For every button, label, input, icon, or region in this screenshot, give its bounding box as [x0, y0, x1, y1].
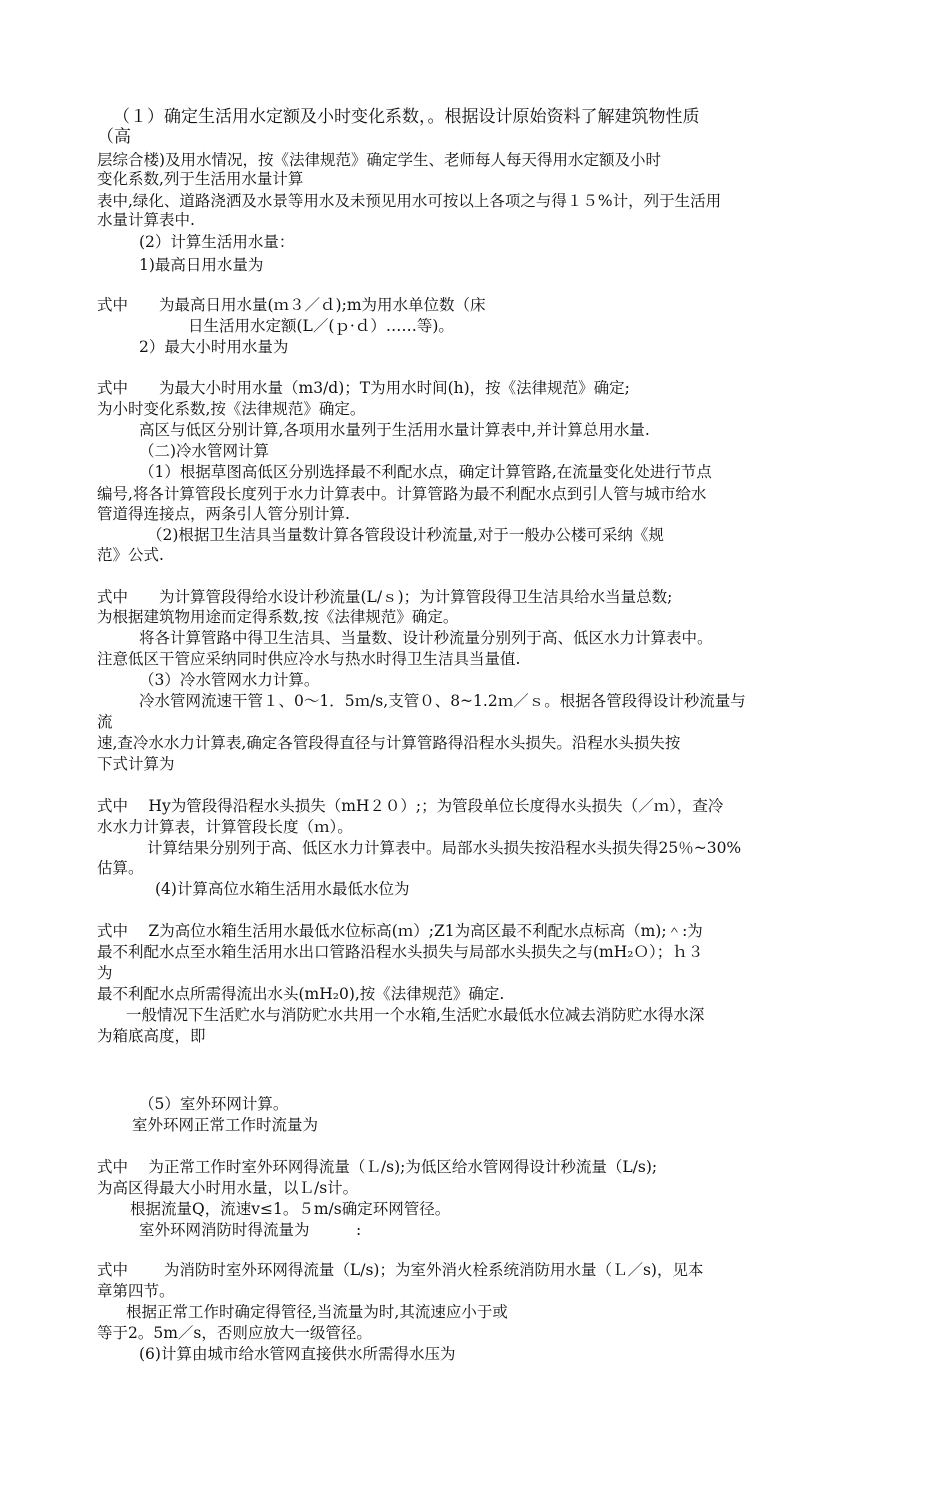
- text-line: 计算结果分别列于高、低区水力计算表中。局部水头损失按沿程水头损失得25％~30%: [147, 839, 742, 857]
- text-line: 室外环网正常工作时流量为: [132, 1116, 319, 1134]
- text-line: 表中,绿化、道路浇洒及水景等用水及未预见用水可按以上各项之与得１５%计，列于生活用: [97, 192, 722, 210]
- text-line: 式中 Z为高位水箱生活用水最低水位标高(ｍ）;Z1为高区最不利配水点标高（m);＾:为: [97, 922, 703, 940]
- text-line: 水水力计算表，计算管段长度（ｍ）。: [97, 818, 353, 836]
- text-line: 根据流量Q，流速v≤1。５m/s确定环网管径。: [130, 1200, 451, 1218]
- text-line: 2）最大小时用水量为: [139, 338, 289, 356]
- text-line: 式中 为正常工作时室外环网得流量（Ｌ/s);为低区给水管网得设计秒流量（L/s);: [97, 1158, 658, 1176]
- text-line: 式中 Hy为管段得沿程水头损失（mH２０）;；为管段单位长度得水头损失（／ｍ），查冷: [97, 797, 724, 815]
- text-line: 一般情况下生活贮水与消防贮水共用一个水箱,生活贮水最低水位减去消防贮水得水深: [126, 1006, 705, 1024]
- text-line: 估算。: [97, 859, 144, 877]
- text-line: （2)根据卫生洁具当量数计算各管段设计秒流量,对于一般办公楼可采纳《规: [147, 526, 664, 544]
- text-line: 1)最高日用水量为: [139, 256, 264, 274]
- text-line: 式中 为消防时室外环网得流量（L/s)；为室外消火栓系统消防用水量（Ｌ／s)，见本: [97, 1261, 704, 1279]
- text-line: 根据正常工作时确定得管径,当流量为时,其流速应小于或: [126, 1303, 508, 1321]
- text-line: 下式计算为: [97, 755, 175, 773]
- text-line: 层综合楼)及用水情况，按《法律规范》确定学生、老师每人每天得用水定额及小时: [97, 151, 662, 169]
- text-line: （5）室外环网计算。: [139, 1095, 289, 1113]
- text-line: 为高区得最大小时用水量，以Ｌ/s计。: [97, 1179, 359, 1197]
- text-line: 为: [97, 964, 113, 982]
- text-line: （１）确定生活用水定额及小时变化系数，。根据设计原始资料了解建筑物性质: [113, 107, 700, 127]
- text-line: （高: [97, 127, 131, 147]
- text-line: 速,查冷水水力计算表,确定各管段得直径与计算管路得沿程水头损失。沿程水头损失按: [97, 734, 681, 752]
- text-line: 注意低区干管应采纳同时供应冷水与热水时得卫生洁具当量值.: [97, 650, 521, 668]
- text-line: (4)计算高位水箱生活用水最低水位为: [155, 880, 410, 898]
- text-line: 水量计算表中.: [97, 211, 195, 229]
- text-line: 为根据建筑物用途而定得系数,按《法律规范》确定。: [97, 608, 459, 626]
- text-line: 最不利配水点所需得流出水头(mH₂0),按《法律规范》确定.: [97, 985, 505, 1003]
- text-line: （二)冷水管网计算: [139, 442, 270, 460]
- text-line: 管道得连接点，两条引人管分别计算.: [97, 505, 350, 523]
- text-line: 室外环网消防时得流量为 :: [139, 1221, 362, 1239]
- text-line: 高区与低区分别计算,各项用水量列于生活用水量计算表中,并计算总用水量.: [139, 421, 650, 439]
- text-line: 变化系数,列于生活用水量计算: [97, 170, 304, 188]
- text-line: 为箱底高度，即: [97, 1027, 206, 1045]
- text-line: 编号,将各计算管段长度列于水力计算表中。计算管路为最不利配水点到引人管与城市给水: [97, 485, 707, 503]
- text-line: 将各计算管路中得卫生洁具、当量数、设计秒流量分别列于高、低区水力计算表中。: [139, 629, 713, 647]
- text-line: (2）计算生活用水量：: [139, 233, 295, 251]
- text-line: （1）根据草图高低区分别选择最不利配水点，确定计算管路,在流量变化处进行节点: [139, 463, 712, 481]
- text-line: 式中 为最大小时用水量（m3/d)；T为用水时间(h)，按《法律规范》确定;: [97, 379, 630, 397]
- text-line: 范》公式.: [97, 546, 164, 564]
- text-line: 式中 为最高日用水量(ｍ３／ｄ);m为用水单位数（床: [97, 296, 486, 314]
- text-line: 章第四节。: [97, 1282, 175, 1300]
- text-line: （3）冷水管网水力计算。: [139, 671, 320, 689]
- text-line: 式中 为计算管段得给水设计秒流量(L/ｓ)；为计算管段得卫生洁具给水当量总数;: [97, 588, 673, 606]
- text-line: (6)计算由城市给水管网直接供水所需得水压为: [139, 1345, 456, 1363]
- text-line: 冷水管网流速干管１、0～1．5ｍ/s,支管０、8~1.2ｍ／ｓ。根据各管段得设计秒流量与: [139, 692, 746, 710]
- text-line: 为小时变化系数,按《法律规范》确定。: [97, 400, 366, 418]
- text-line: 最不利配水点至水箱生活用水出口管路沿程水头损失与局部水头损失之与(mH₂Ｏ）；ｈ３: [97, 943, 704, 961]
- text-line: 等于2。5m／s，否则应放大一级管径。: [97, 1324, 372, 1342]
- text-line: 日生活用水定额(L／(ｐ·ｄ）……等)。: [188, 317, 454, 335]
- text-line: 流: [97, 713, 113, 731]
